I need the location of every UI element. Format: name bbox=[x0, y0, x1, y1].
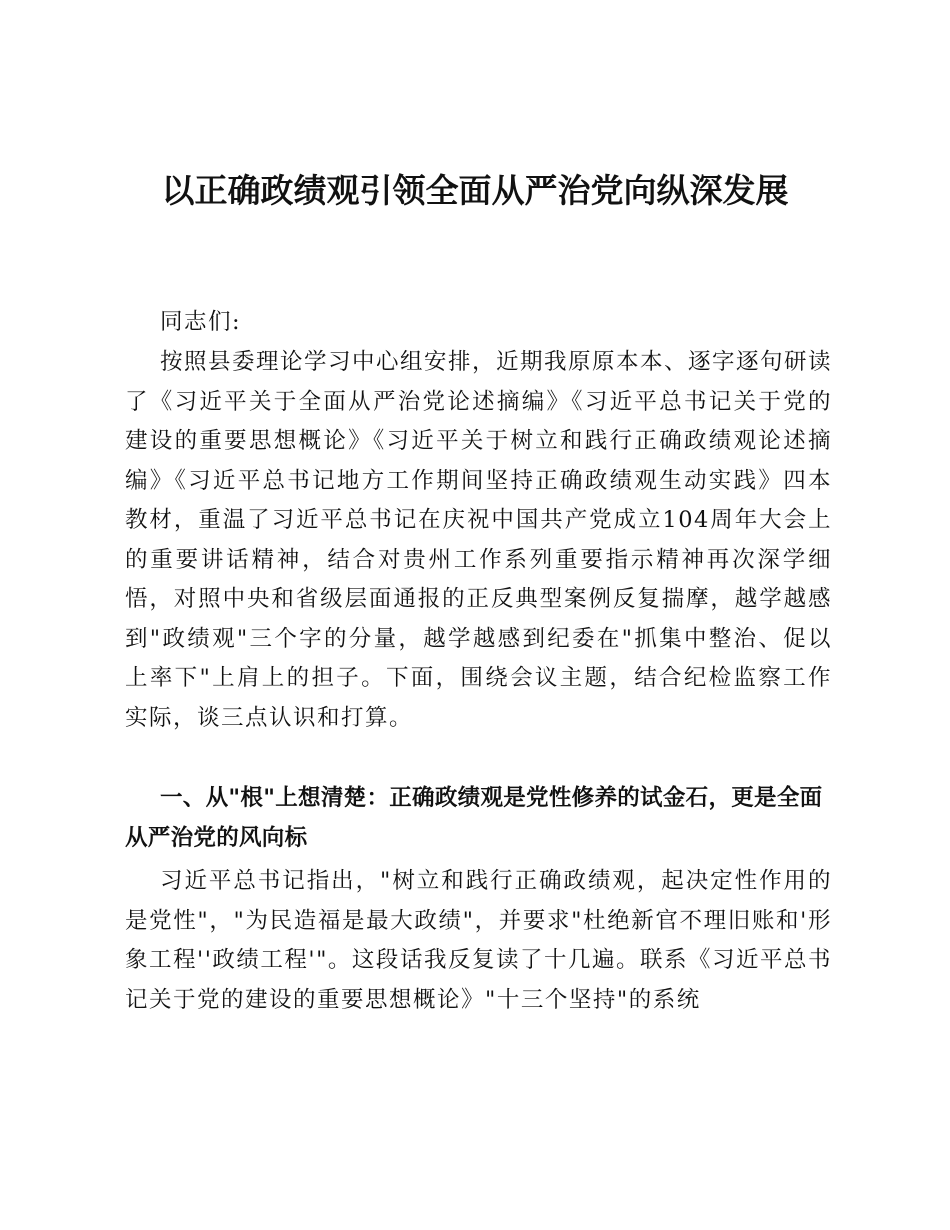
salutation: 同志们: bbox=[160, 309, 242, 335]
document-title: 以正确政绩观引领全面从严治党向纵深发展 bbox=[161, 171, 789, 210]
section-heading: 一、从"根"上想清楚：正确政绩观是党性修养的试金石，更是全面从严治党的风向标 bbox=[125, 785, 823, 851]
body-paragraph: 按照县委理论学习中心组安排，近期我原原本本、逐字逐句研读了《习近平关于全面从严治党论述摘编》《习近平总书记关于党的建设的重要思想概论》《习近平关于树立和践行正确政绩观论述摘编》《习近平总书记地方工作期间坚持正确政绩观生动实践》四本教材，重温了习近平总书记在庆祝中国共产党成立104周年大会上的重要讲话精神，结合对贵州工作系列重要指示精神再次深学细悟，对照中央和省级层面通报的正反典型案例反复揣摩，越学越感到"政绩观"三个字的分量，越学越感到纪委在"抓集中整治、促以上率下"上肩上的担子。下面，围绕会议主题，结合纪检监察工作实际，谈三点认识和打算。 bbox=[125, 349, 833, 731]
section-paragraph: 习近平总书记指出，"树立和践行正确政绩观，起决定性作用的是党性"，"为民造福是最大政绩"，并要求"杜绝新官不理旧账和'形象工程''政绩工程'"。这段话我反复读了十几遍。联系《习近平总书记关于党的建设的重要思想概论》"十三个坚持"的系统 bbox=[125, 868, 832, 1013]
